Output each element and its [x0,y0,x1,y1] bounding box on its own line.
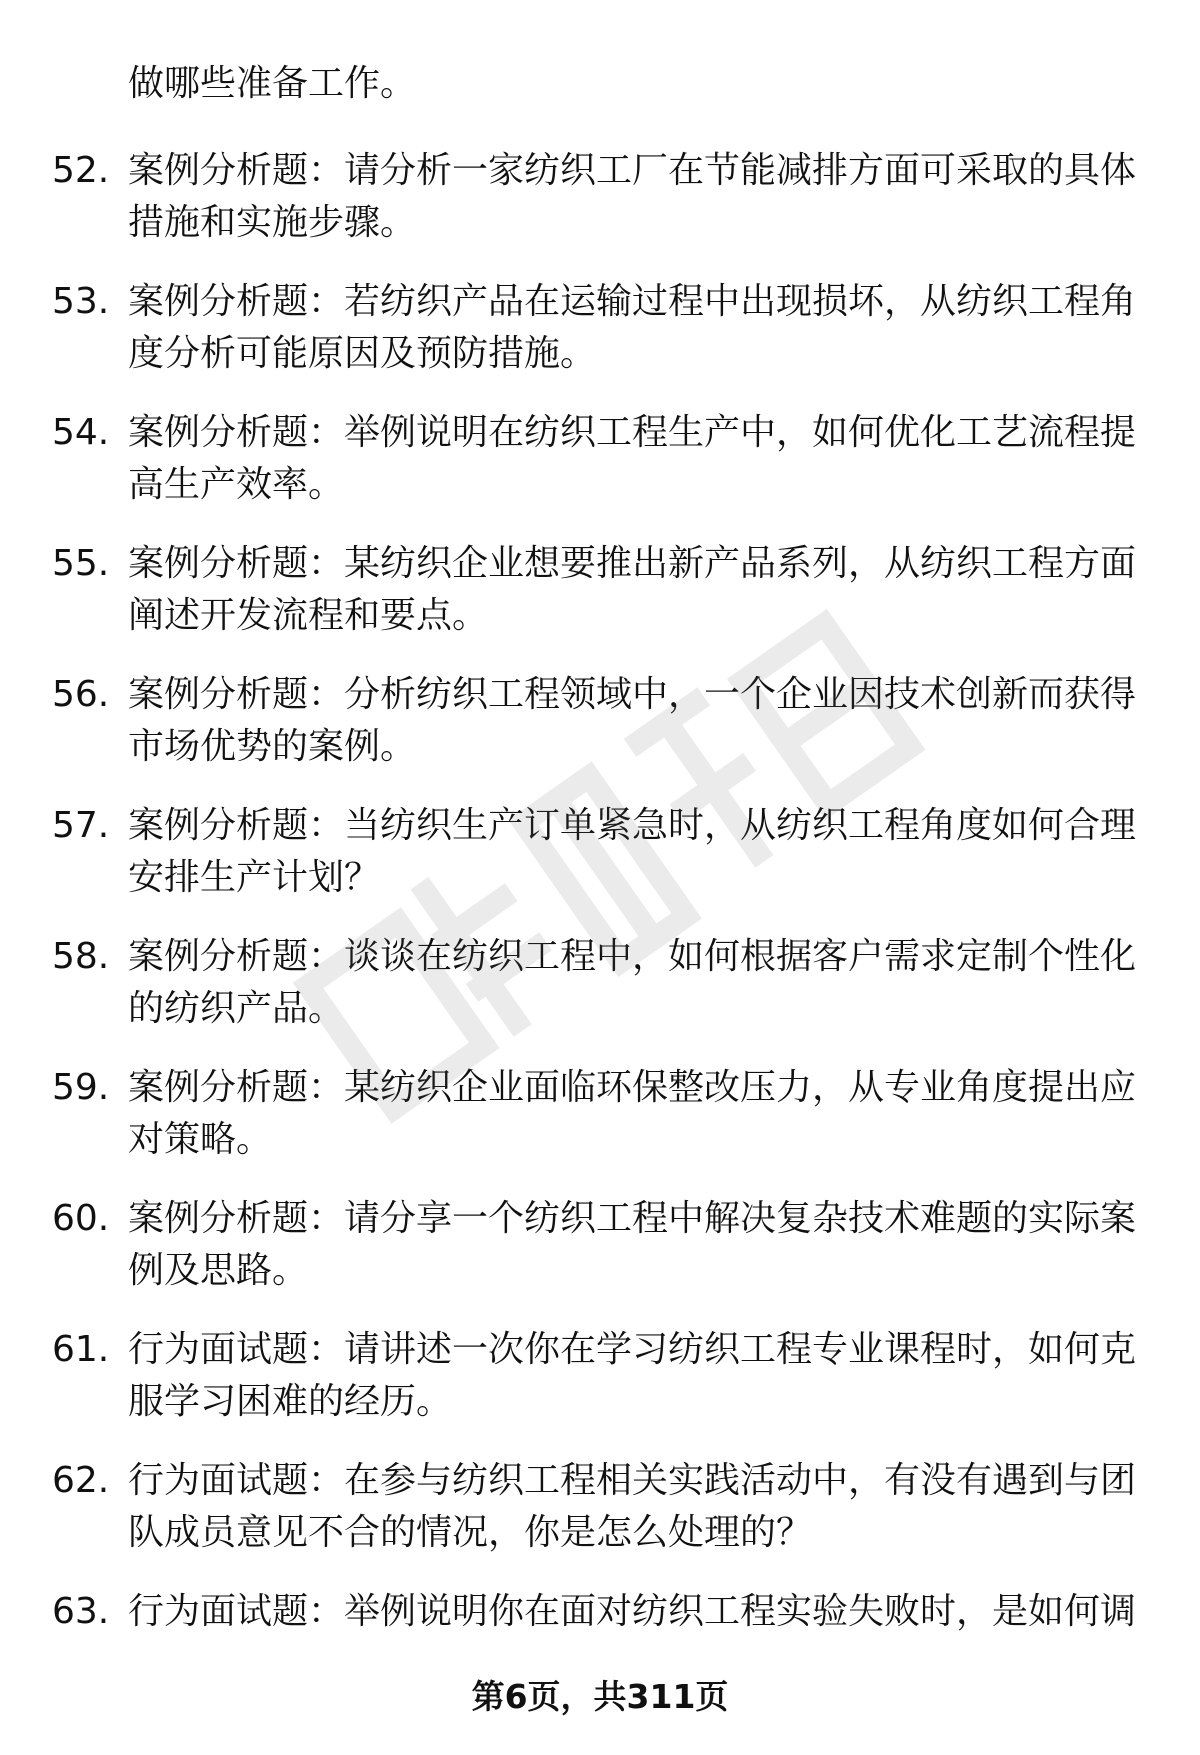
list-item [0,800,1200,904]
list-item [0,276,1200,380]
question-text: 行为面试题：在参与纺织工程相关实践活动中，有没有遇到与团队成员意见不合的情况，你是怎么处理的？ [128,1460,1137,1553]
page-footer: 第6页，共311页 [471,1677,729,1716]
question-text: 案例分析题：请分析一家纺织工厂在节能减排方面可采取的具体措施和实施步骤。 [128,150,1137,243]
question-number: 59. [52,1067,110,1108]
question-list [0,145,1200,1717]
question-text: 案例分析题：某纺织企业面临环保整改压力，从专业角度提出应对策略。 [128,1067,1137,1160]
list-item [0,145,1200,249]
question-number: 56. [52,674,110,715]
question-text: 案例分析题：某纺织企业想要推出新产品系列，从纺织工程方面阐述开发流程和要点。 [128,543,1137,636]
question-number: 57. [52,805,110,846]
question-text: 案例分析题：若纺织产品在运输过程中出现损坏，从纺织工程角度分析可能原因及预防措施。 [128,281,1137,374]
continuation-text: 做哪些准备工作。 [128,63,417,104]
question-number: 63. [52,1591,110,1632]
question-number: 55. [52,543,110,584]
question-text: 案例分析题：举例说明在纺织工程生产中，如何优化工艺流程提高生产效率。 [128,412,1137,505]
question-number: 54. [52,412,110,453]
list-item [0,1455,1200,1559]
list-item [0,407,1200,511]
question-number: 53. [52,281,110,322]
question-text: 行为面试题：举例说明你在面对纺织工程实验失败时，是如何调 [128,1591,1137,1632]
question-number: 60. [52,1198,110,1239]
question-text: 行为面试题：请讲述一次你在学习纺织工程专业课程时，如何克服学习困难的经历。 [128,1329,1137,1422]
question-text: 案例分析题：请分享一个纺织工程中解决复杂技术难题的实际案例及思路。 [128,1198,1137,1291]
question-number: 52. [52,150,110,191]
list-item [0,1062,1200,1166]
question-number: 61. [52,1329,110,1370]
question-text: 案例分析题：谈谈在纺织工程中，如何根据客户需求定制个性化的纺织产品。 [128,936,1137,1029]
list-item [0,669,1200,773]
list-item [0,1193,1200,1297]
list-item [0,931,1200,1035]
question-text: 案例分析题：分析纺织工程领域中，一个企业因技术创新而获得市场优势的案例。 [128,674,1137,767]
list-item [0,1324,1200,1428]
question-number: 62. [52,1460,110,1501]
question-number: 58. [52,936,110,977]
list-item [0,538,1200,642]
question-text: 案例分析题：当纺织生产订单紧急时，从纺织工程角度如何合理安排生产计划？ [128,805,1137,898]
